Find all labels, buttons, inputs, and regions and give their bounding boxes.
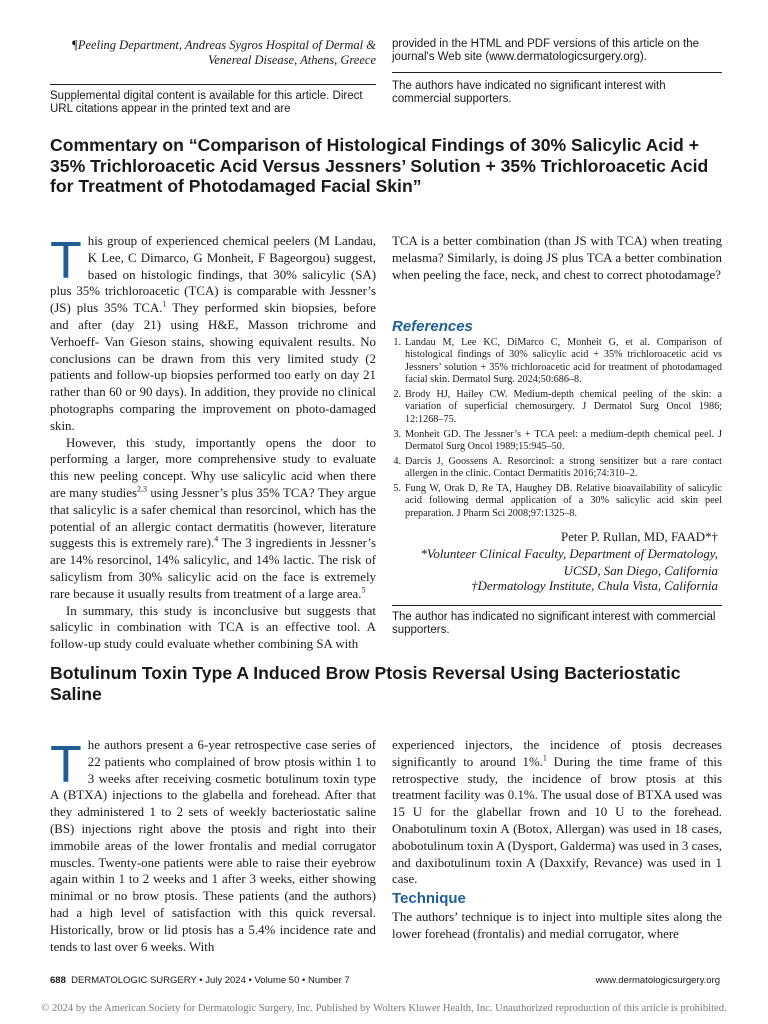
author-name: Peter P. Rullan, MD, FAAD*† [561, 530, 718, 544]
citation: 1 [162, 299, 167, 309]
paragraph-text: However, this study, importantly opens the door to performing a larger, more comprehensive study to evaluate this new peeling concept. Why use salicylic acid when there are many studies [50, 435, 376, 500]
paragraph-text: he authors present a 6-year retrospective case series of 22 patients who complained of brow ptosis within 1 to 3 weeks after receiving cosmetic botulinum toxin type A (BTXA) injections to the glabella and forehead. After that they administered 1 to 2 sets of weekly bacteriostatic saline (BS) injections right above the ptosis and right into their immobile areas of the lower frontalis and medial corrugator muscles. Twenty-one patients were able to raise their eyebrow again within 1 to 2 weeks and 1 after 3 weeks, either showing minimal or no brow ptosis. These patients (and the authors) had a high level of satisfaction with this quick reversal. Historically, brow or lid ptosis has a 5.4% incidence rate and tends to last over 6 weeks. With [50, 738, 376, 954]
divider [50, 84, 376, 85]
citation: 5 [361, 585, 366, 595]
paragraph-text: his group of experienced chemical peelers (M Landau, K Lee, C Dimarco, G Monheit, F Bageorgou) suggest, based on histologic findings, that 30% salicylic (SA) plus 35% trichloroacetic (TCA) is comparable with Jessner’s (JS) plus 35% TCA. [50, 234, 376, 316]
header-affiliation: ¶Peeling Department, Andreas Sygros Hospital of Dermal & Venereal Disease, Athens, Greece [71, 38, 376, 67]
reference-item: 2. Brody HJ, Hailey CW. Medium-depth chemical peeling of the skin: a variation of superficial chemosurgery. J Dermatol Surg Oncol 1986; 12:1268–75. [393, 389, 722, 425]
reference-item: 5. Fung W, Orak D, Re TA, Haughey DB. Relative bioavailability of salicylic acid following dermal application of a 30% salicylic acid skin peel preparation. J Pharm Sci 2008;97:1325–8. [393, 483, 722, 519]
drop-cap: T [50, 232, 82, 290]
paragraph-text: In summary, this study is inconclusive but suggests that salicylic in combination with TCA is an effective tool. A follow-up study could evaluate whether combining SA with [50, 603, 376, 652]
author-affiliation: *Volunteer Clinical Faculty, Department of Dermatology, UCSD, San Diego, California [420, 547, 718, 578]
article2-left-column [50, 737, 376, 955]
technique-heading: Technique [392, 890, 466, 907]
reference-item: 1. Landau M, Lee KC, DiMarco C, Monheit G, et al. Comparison of histological findings of 30% salicylic acid + 35% trichloroacetic acid vs Jessners’ solution + 35% trichloroacetic acid for treatment of photodamaged facial skin. Dermatol Surg. 2024;50:686–8. [393, 337, 722, 386]
author-disclosure: The author has indicated no significant interest with commercial supporters. [392, 611, 716, 636]
author-affiliation: †Dermatology Institute, Chula Vista, California [471, 579, 718, 593]
citation: 4 [214, 535, 219, 545]
technique-paragraph: The authors’ technique is to inject into multiple sites along the lower forehead (frontalis) and medial corrugator, where [392, 910, 722, 941]
paragraph-text: During the time frame of this retrospective study, the incidence of brow ptosis at this treatment facility was 0.1%. The usual dose of BTXA used was 15 U for the glabellar frown and 10 U to the forehead. Onabotulinum toxin A (Botox, Allergan) was used in 18 cases, abobotulinum toxin A (Dysport, Galderma) was used in 3 cases, and daxibotulinum toxin A (Daxxify, Revance) was used in 1 case. [392, 754, 723, 887]
drop-cap: T [50, 736, 82, 794]
divider [392, 605, 722, 606]
header-disclosure: The authors have indicated no significant interest with commercial supporters. [392, 80, 666, 105]
article2-title: Botulinum Toxin Type A Induced Brow Ptosis Reversal Using Bacteriostatic Saline [50, 663, 681, 704]
citation: 1 [542, 753, 547, 763]
paragraph-text: The 3 ingredients in Jessner’s are 14% resorcinol, 14% salicylic, and 14% lactic. The risk of salicylism from 30% salicylic acid on the face is extremely rare because it usually results from treatment of a large area. [50, 536, 376, 601]
paragraph-text: experienced injectors, the incidence of ptosis decreases significantly to around 1%. [392, 738, 722, 769]
article1-left-column [50, 233, 376, 653]
citation: 2,3 [136, 484, 147, 494]
paragraph-text: using Jessner’s plus 35% TCA? They argue that salicylic is a safer chemical than resorcinol, which has the potential of an allergic contact dermatitis (however, literature suggests this is extremely rare). [50, 485, 376, 551]
page-footer-left [50, 975, 350, 986]
reference-item: 4. Darcis J, Goossens A. Resorcinol: a strong sensitizer but a rare contact allergen in the clinic. Contact Dermatitis 2016;74:310–2. [393, 455, 722, 480]
paragraph-text: They performed skin biopsies, before and after (day 21) using H&E, Masson trichrome and Verhoeff- Van Gieson stains, showing equivalent results. No conclusions can be drawn from this very limited study (2 patients and follow-up biopsies performed too early on day 21 rather than 60 or 90 days). In addition, they provide no clinical photographs comparing the improvement on photo-damaged skin. [50, 301, 377, 433]
article1-right-paragraph: TCA is a better combination (than JS with TCA) when treating melasma? Similarly, is doing JS plus TCA a better combination when peeling the face, neck, and chest to correct photodamage? [392, 234, 722, 282]
divider [392, 72, 722, 73]
reference-item: 3. Monheit GD. The Jessner’s + TCA peel: a medium-depth chemical peel. J Dermatol Surg Oncol 1989;15:945–50. [393, 428, 722, 453]
journal-website[interactable]: www.dermatologicsurgery.org [595, 975, 720, 986]
article2-right-paragraph [392, 737, 722, 888]
article1-title: Commentary on “Comparison of Histological Findings of 30% Salicylic Acid + 35% Trichloroacetic Acid Versus Jessners’ Solution + 35% Trichloroacetic Acid for Treatment of Photodamaged Facial Skin” [50, 135, 709, 196]
references-heading: References [392, 318, 473, 335]
references-list [392, 337, 722, 523]
copyright-notice: © 2024 by the American Society for Dermatologic Surgery, Inc. Published by Wolters Kluwer Health, Inc. Unauthorized reproduction of this article is prohibited. [41, 1003, 727, 1014]
supplemental-note-continued: provided in the HTML and PDF versions of this article on the journal's Web site (www.dermatologicsurgery.org). [392, 38, 700, 63]
page-number: 688 [50, 975, 66, 986]
journal-info: DERMATOLOGIC SURGERY • July 2024 • Volume 50 • Number 7 [71, 975, 350, 986]
supplemental-note: Supplemental digital content is available for this article. Direct URL citations appear in the printed text and are [50, 90, 363, 115]
